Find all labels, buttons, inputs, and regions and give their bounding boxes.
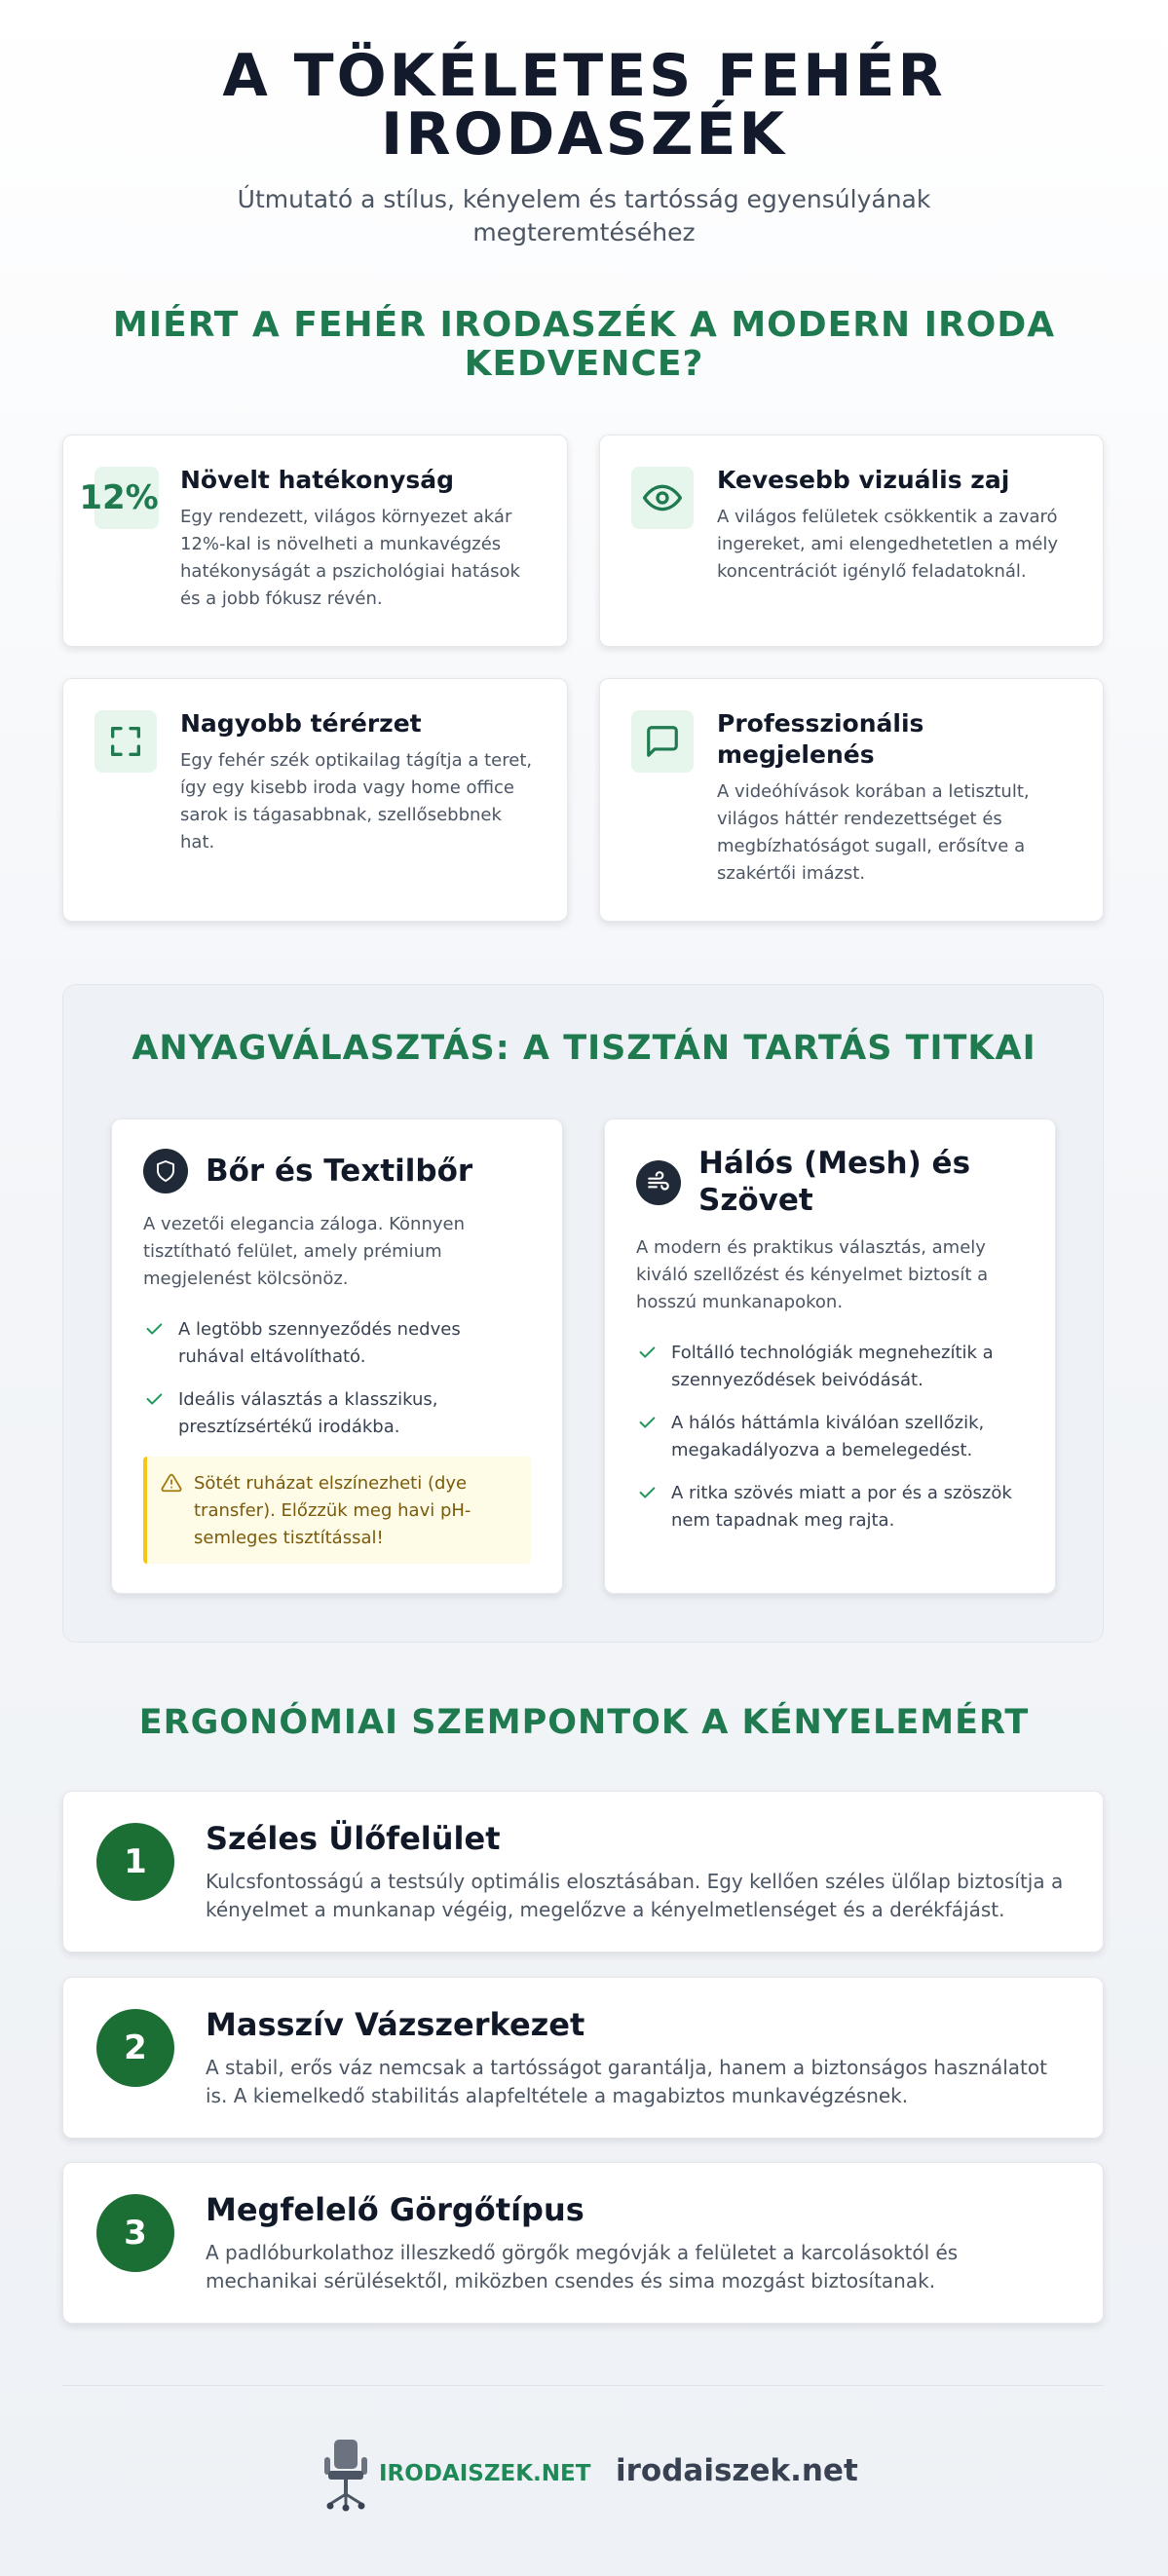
why-section-title: MIÉRT A FEHÉR IRODASZÉK A MODERN IRODA KEDVENCE? [112,305,1056,384]
material-bullet [636,1480,1024,1534]
feature-card-efficiency [62,435,568,647]
stat-value: 12% [79,478,159,517]
feature-title: Nagyobb térérzet [180,709,422,738]
expand-icon [94,710,157,773]
bullet-text: A legtöbb szennyeződés nedves ruhával eltávolítható. [178,1319,461,1367]
material-title: Hálós (Mesh) és Szövet [698,1146,971,1218]
feature-title: Professzionális megjelenés [717,709,924,769]
feature-title: Növelt hatékonyság [180,466,455,494]
step-number: 1 [96,1823,174,1901]
ergonomics-item-description: Kulcsfontosságú a testsúly optimális elosztásában. Egy kellően széles ülőlap biztosítja a kényelmet a munkanap végéig, megelőzve a kényelmetlenséget és a derékfájást. [206,1870,1064,1921]
wind-icon [636,1160,681,1205]
bullet-text: Foltálló technológiák megnehezítik a szennyeződések beivódását. [671,1343,994,1390]
step-number: 3 [96,2194,174,2272]
feature-card-visual-noise [599,435,1104,647]
check-icon [636,1342,658,1363]
footer-domain-link[interactable]: irodaiszek.net [616,2453,858,2488]
shield-icon [143,1149,188,1193]
ergonomics-item [62,1977,1104,2139]
material-bullet [143,1386,531,1441]
check-icon [636,1412,658,1433]
warning-text: Sötét ruházat elszínezheti (dye transfer). Előzzük meg havi pH-semleges tisztítással! [194,1473,471,1548]
percent-stat-icon [79,467,159,529]
feature-card-professional [599,678,1104,922]
page-title: A TÖKÉLETES FEHÉR IRODASZÉK [222,42,946,169]
material-description: A modern és praktikus választás, amely kiváló szellőzést és kényelmet biztosít a hosszú munkanapokon. [636,1237,989,1312]
bullet-text: A ritka szövés miatt a por és a szöszök nem tapadnak meg rajta. [671,1483,1012,1531]
bullet-text: A hálós háttámla kiválóan szellőzik, megakadályozva a bemelegedést. [671,1413,985,1460]
material-card-mesh [604,1118,1056,1594]
check-icon [143,1318,165,1340]
feature-description: A világos felületek csökkentik a zavaró ingereket, ami elengedhetetlen a mély koncentrációt igénylő feladatoknál. [717,507,1059,582]
material-card-leather [111,1118,563,1594]
ergonomics-item-title: Széles Ülőfelület [206,1820,501,1857]
page-subtitle: Útmutató a stílus, kényelem és tartósság egyensúlyának megteremtéséhez [237,185,931,246]
feature-description: Egy fehér szék optikailag tágítja a teret, így egy kisebb iroda vagy home office sarok is tágasabbnak, szellősebbnek hat. [180,750,533,852]
footer-divider [62,2385,1104,2386]
bullet-text: Ideális választás a klasszikus, presztízsértékű irodákba. [178,1389,438,1437]
eye-icon [631,467,694,529]
feature-description: A videóhívások korában a letisztult, világos háttér rendezettséget és megbízhatóságot sugall, erősítve a szakértői imázst. [717,781,1030,884]
ergonomics-item-title: Masszív Vázszerkezet [206,2006,585,2043]
ergonomics-item-title: Megfelelő Görgőtípus [206,2191,584,2228]
ergonomics-item [62,1791,1104,1952]
logo-text: IRODAISZEK.NET [379,2461,591,2486]
brand-logo[interactable] [317,2436,589,2514]
ergonomics-item-description: A stabil, erős váz nemcsak a tartósságot garantálja, hanem a biztonságos használatot is. A kiemelkedő stabilitás alapfeltétele a magabiztos munkavégzésnek. [206,2056,1047,2107]
check-icon [636,1482,658,1503]
warning-callout [143,1457,531,1564]
ergonomics-item [62,2162,1104,2324]
feature-card-space [62,678,568,922]
office-chair-icon [317,2436,379,2514]
warning-icon [161,1472,182,1494]
material-bullet [143,1316,531,1371]
feature-title: Kevesebb vizuális zaj [717,466,1010,494]
ergonomics-item-description: A padlóburkolathoz illeszkedő görgők megóvják a felületet a karcolásoktól és mechanikai sérülésektől, miközben csendes és sima mozgást biztosítanak. [206,2241,959,2292]
materials-section-title: ANYAGVÁLASZTÁS: A TISZTÁN TARTÁS TITKAI [132,1029,1036,1068]
feature-description: Egy rendezett, világos környezet akár 12%-kal is növelheti a munkavégzés hatékonyságát a pszichológiai hatások és a jobb fókusz révén. [180,507,520,609]
check-icon [143,1388,165,1410]
chat-icon [631,710,694,773]
material-bullet [636,1340,1024,1394]
step-number: 2 [96,2009,174,2087]
material-title: Bőr és Textilbőr [206,1154,473,1189]
ergonomics-section-title: ERGONÓMIAI SZEMPONTOK A KÉNYELEMÉRT [138,1703,1030,1742]
material-bullet [636,1410,1024,1464]
material-description: A vezetői elegancia záloga. Könnyen tisztítható felület, amely prémium megjelenést kölcsönöz. [143,1214,466,1289]
